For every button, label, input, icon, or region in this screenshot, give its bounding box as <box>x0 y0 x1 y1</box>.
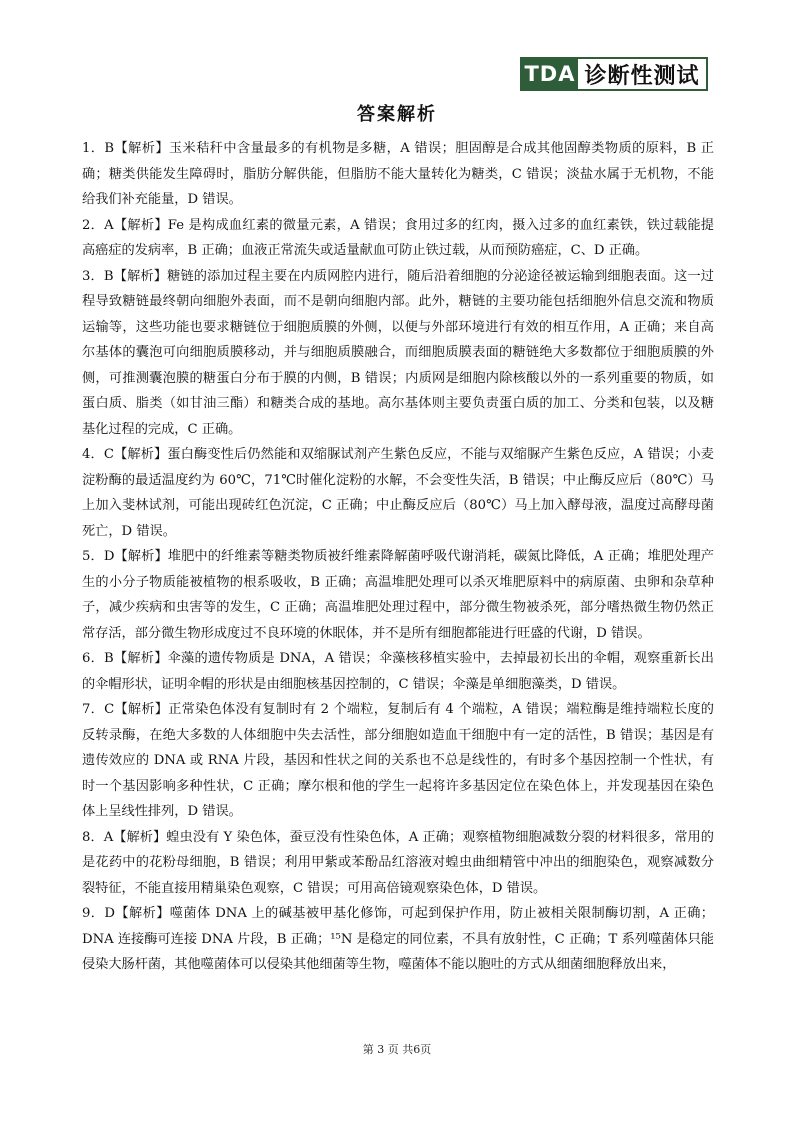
page-footer: 第 3 页 共6页 <box>362 1043 432 1056</box>
answer-1: 1．B【解析】玉米秸秆中含量最多的有机物是多糖，A 错误；胆固醇是合成其他固醇类物质的原料，B 正确；糖类供能发生障碍时，脂肪分解供能，但脂肪不能大量转化为糖类，C 错误；淡盐水属于无机物，不能给我们补充能量，D 错误。 <box>82 141 714 207</box>
answer-list <box>82 136 714 978</box>
tda-badge <box>520 57 708 91</box>
badge-title: 诊断性测试 <box>578 59 706 89</box>
answer-3: 3．B【解析】糖链的添加过程主要在内质网腔内进行，随后沿着细胞的分泌途径被运输到细胞表面。这一过程导致糖链最终朝向细胞外表面，而不是朝向细胞内部。此外，糖链的主要功能包括细胞外信息交流和物质运输等，这些功能也要求糖链位于细胞质膜的外侧，以便与外部环境进行有效的相互作用，A 正确；来自高尔基体的囊泡可向细胞质膜移动，并与细胞质膜融合，而细胞质膜表面的糖链绝大多数都位于细胞质膜的外侧，可推测囊泡膜的糖蛋白分布于膜的内侧，B 错误；内质网是细胞内除核酸以外的一系列重要的物质，如蛋白质、脂类（如甘油三酯）和糖类合成的基地。高尔基体则主要负责蛋白质的加工、分类和包装，以及糖基化过程的完成，C 正确。 <box>82 268 714 437</box>
page-title: 答案解析 <box>357 104 437 125</box>
answer-9: 9．D【解析】噬菌体 DNA 上的碱基被甲基化修饰，可起到保护作用，防止被相关限制酶切割，A 正确；DNA 连接酶可连接 DNA 片段，B 正确；¹⁵N 是稳定的同位素，不具有放射性，C 正确；T 系列噬菌体只能侵染大肠杆菌，其他噬菌体可以侵染其他细菌等生物，噬菌体不能以胞吐的方式从细菌细胞释放出来， <box>82 906 714 972</box>
answer-5: 5．D【解析】堆肥中的纤维素等糖类物质被纤维素降解菌呼吸代谢消耗，碳氮比降低，A 正确；堆肥处理产生的小分子物质能被植物的根系吸收，B 正确；高温堆肥处理可以杀灭堆肥原料中的病原菌、虫卵和杂草种子，减少疾病和虫害等的发生，C 正确；高温堆肥处理过程中，部分微生物被杀死，部分嗜热微生物仍然正常存活，部分微生物形成度过不良环境的休眠体，并不是所有细胞都能进行旺盛的代谢，D 错误。 <box>82 549 714 641</box>
answer-7: 7．C【解析】正常染色体没有复制时有 2 个端粒，复制后有 4 个端粒，A 错误；端粒酶是维持端粒长度的反转录酶，在绝大多数的人体细胞中失去活性，部分细胞如造血干细胞中有一定的活性，B 错误；基因是有遗传效应的 DNA 或 RNA 片段，基因和性状之间的关系也不总是线性的，有时多个基因控制一个性状，有时一个基因影响多种性状，C 正确；摩尔根和他的学生一起将许多基因定位在染色体上，并发现基因在染色体上呈线性排列，D 错误。 <box>82 702 714 819</box>
badge-prefix: TDA <box>524 62 576 86</box>
answer-6: 6．B【解析】伞藻的遗传物质是 DNA，A 错误；伞藻核移植实验中，去掉最初长出的伞帽，观察重新长出的伞帽形状，证明伞帽的形状是由细胞核基因控制的，C 错误；伞藻是单细胞藻类，D 错误。 <box>82 651 714 692</box>
answer-2: 2．A【解析】Fe 是构成血红素的微量元素，A 错误；食用过多的红肉，摄入过多的血红素铁，铁过载能提高癌症的发病率，B 正确；血液正常流失或适量献血可防止铁过载，从而预防癌症，C、D 正确。 <box>82 217 714 258</box>
answer-4: 4．C【解析】蛋白酶变性后仍然能和双缩脲试剂产生紫色反应，不能与双缩脲产生紫色反应，A 错误；小麦淀粉酶的最适温度约为 60℃，71℃时催化淀粉的水解，不会变性失活，B 错误；中止酶反应后（80℃）马上加入斐林试剂，可能出现砖红色沉淀，C 正确；中止酶反应后（80℃）马上加入酵母液，温度过高酵母菌死亡，D 错误。 <box>82 447 714 539</box>
answer-8: 8．A【解析】蝗虫没有 Y 染色体，蚕豆没有性染色体，A 正确；观察植物细胞减数分裂的材料很多，常用的是花药中的花粉母细胞，B 错误；利用甲紫或苯酚品红溶液对蝗虫曲细精管中冲出的细胞染色，观察减数分裂特征，不能直接用精巢染色观察，C 错误；可用高倍镜观察染色体，D 错误。 <box>82 829 714 896</box>
